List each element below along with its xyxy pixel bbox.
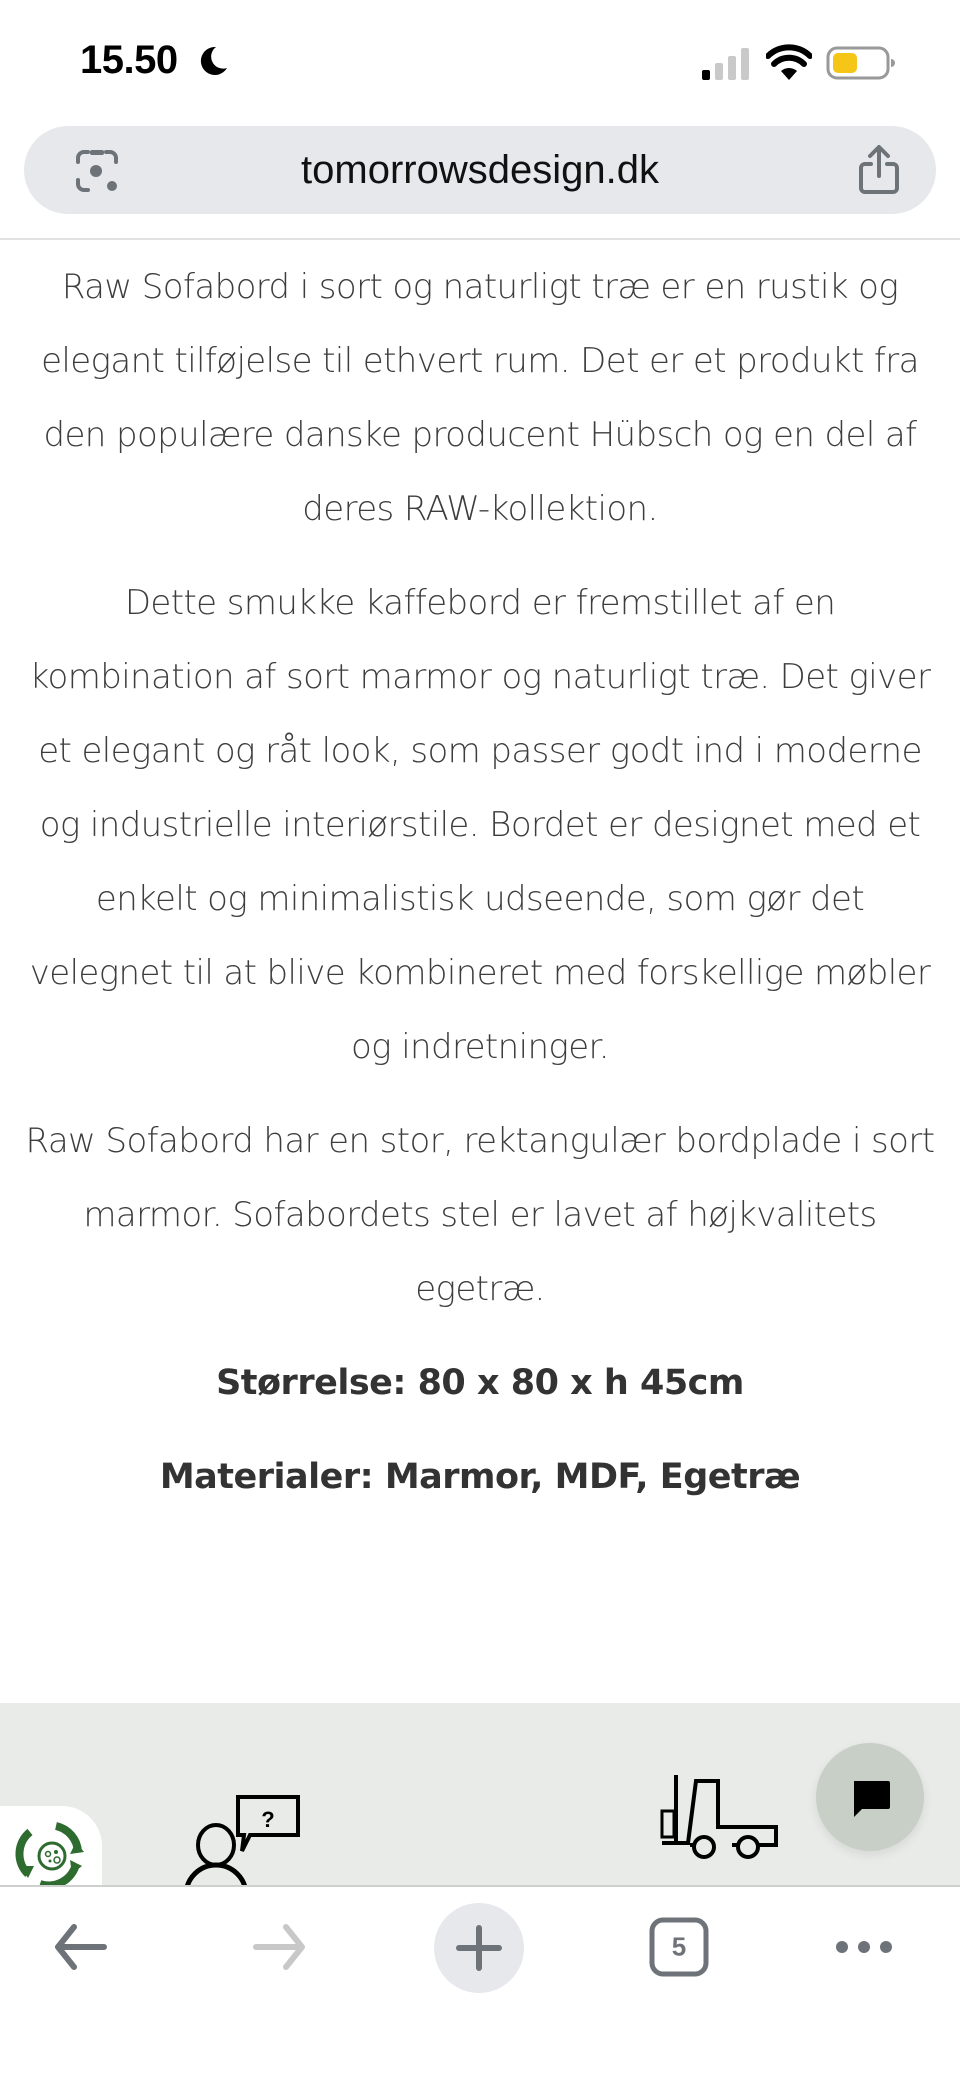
forward-arrow-icon — [250, 1923, 310, 1971]
share-icon[interactable] — [856, 144, 902, 196]
description-paragraph: Dette smukke kaffebord er fremstillet af en kombination af sort marmor og naturligt træ. Det giver et elegant og råt look, som passer godt ind i moderne og industrielle interiørstile. Bordet er designet med et enkelt og minimalistisk udseende, som gør det velegnet til at blive kombineret med forskellige møbler og indretninger. — [29, 583, 931, 1067]
url-text[interactable]: tomorrowsdesign.dk — [301, 148, 659, 192]
description-paragraph: Raw Sofabord har en stor, rektangulær bordplade i sort marmor. Sofabordets stel er lavet af højkvalitets egetræ. — [25, 1121, 935, 1309]
battery-icon — [826, 46, 896, 80]
back-arrow-icon — [50, 1923, 110, 1971]
signal-icon — [700, 46, 752, 82]
tab-count: 5 — [671, 1931, 687, 1962]
recycle-icon — [14, 1818, 86, 1886]
recycle-badge[interactable] — [0, 1806, 102, 1886]
description-paragraph: Raw Sofabord i sort og naturligt træ er en rustik og elegant tilføjelse til ethvert rum. Det er et produkt fra den populære danske producent Hübsch og en del af deres RAW-kollektion. — [41, 267, 919, 529]
chat-bubble-icon — [850, 1777, 892, 1819]
product-description — [20, 250, 940, 1534]
footer-feature-strip — [0, 1703, 960, 1886]
browser-toolbar — [0, 1887, 960, 2078]
plus-icon — [455, 1924, 503, 1972]
more-dots-icon — [834, 1937, 894, 1957]
top-divider — [0, 238, 960, 240]
size-spec: Størrelse: 80 x 80 x h 45cm — [216, 1363, 744, 1403]
more-button[interactable] — [830, 1901, 898, 1993]
new-tab-button[interactable] — [434, 1903, 524, 1993]
svg-text:?: ? — [261, 1807, 275, 1832]
chat-button[interactable] — [816, 1743, 924, 1851]
wifi-icon — [766, 44, 812, 82]
status-time: 15.50 — [80, 38, 178, 82]
tabs-button[interactable] — [646, 1901, 712, 1993]
materials-spec: Materialer: Marmor, MDF, Egetræ — [159, 1457, 801, 1497]
forklift-icon — [660, 1773, 780, 1865]
back-button[interactable] — [40, 1901, 120, 1993]
customer-support-icon — [180, 1795, 304, 1886]
forward-button[interactable] — [240, 1901, 320, 1993]
moon-icon — [196, 44, 230, 78]
url-bar[interactable] — [24, 126, 936, 214]
status-bar — [0, 0, 960, 120]
